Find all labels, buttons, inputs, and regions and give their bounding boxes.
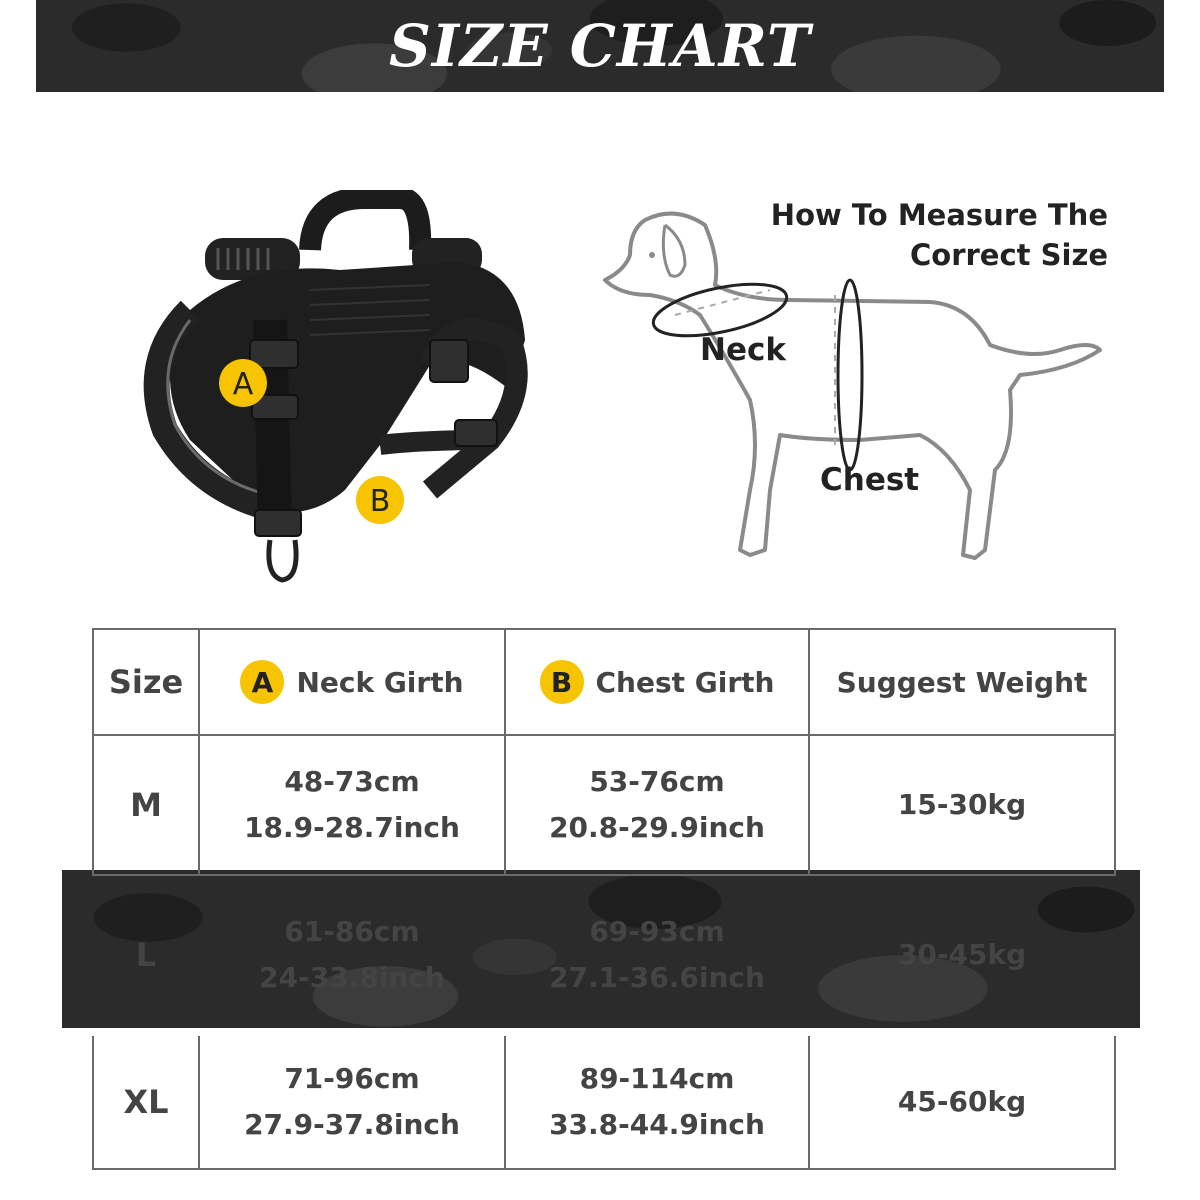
neck-inch: 24-33.8inch [259,961,445,994]
neck-inch: 18.9-28.7inch [244,811,460,844]
weight-cell: 45-60kg [809,1035,1115,1169]
neck-label: Neck [700,332,786,368]
chest-cell [505,875,809,1035]
header-banner [36,0,1164,92]
chest-cm: 69-93cm [589,915,725,948]
header-chest-girth [505,629,809,735]
chest-cell [505,735,809,875]
table-row-highlighted [93,875,1115,1035]
neck-cell [199,875,505,1035]
marker-a-label: A [232,367,254,402]
neck-cell [199,735,505,875]
header-size: Size [93,629,199,735]
table-header-row [93,629,1115,735]
neck-cm: 71-96cm [284,1062,420,1095]
chest-inch: 33.8-44.9inch [549,1108,765,1141]
chest-cell [505,1035,809,1169]
table-row [93,1035,1115,1169]
header-chest-label: Chest Girth [595,665,775,699]
chest-inch: 20.8-29.9inch [549,811,765,844]
weight-cell: 15-30kg [809,735,1115,875]
chest-cm: 89-114cm [579,1062,735,1095]
neck-inch: 27.9-37.8inch [244,1108,460,1141]
size-cell: M [93,735,199,875]
harness-image [130,190,560,590]
weight-cell: 30-45kg [897,938,1027,971]
marker-b-label: B [369,484,391,519]
measure-heading [771,195,1108,275]
header-neck-girth [199,629,505,735]
neck-cell [199,1035,505,1169]
measure-heading-line1: How To Measure The [770,198,1108,232]
chest-inch: 27.1-36.6inch [549,961,765,994]
neck-cm: 48-73cm [284,765,420,798]
measure-heading-line2: Correct Size [909,238,1108,272]
chest-label: Chest [820,462,920,498]
chest-cm: 53-76cm [589,765,725,798]
header-weight: Suggest Weight [809,629,1115,735]
neck-cm: 61-86cm [284,915,420,948]
page-title: SIZE CHART [388,12,812,80]
size-table [92,628,1116,1170]
size-cell: L [135,936,157,974]
badge-b: B [540,660,584,704]
header-neck-label: Neck Girth [296,665,464,699]
table-row [93,735,1115,875]
size-cell: XL [93,1035,199,1169]
badge-a: A [240,660,284,704]
